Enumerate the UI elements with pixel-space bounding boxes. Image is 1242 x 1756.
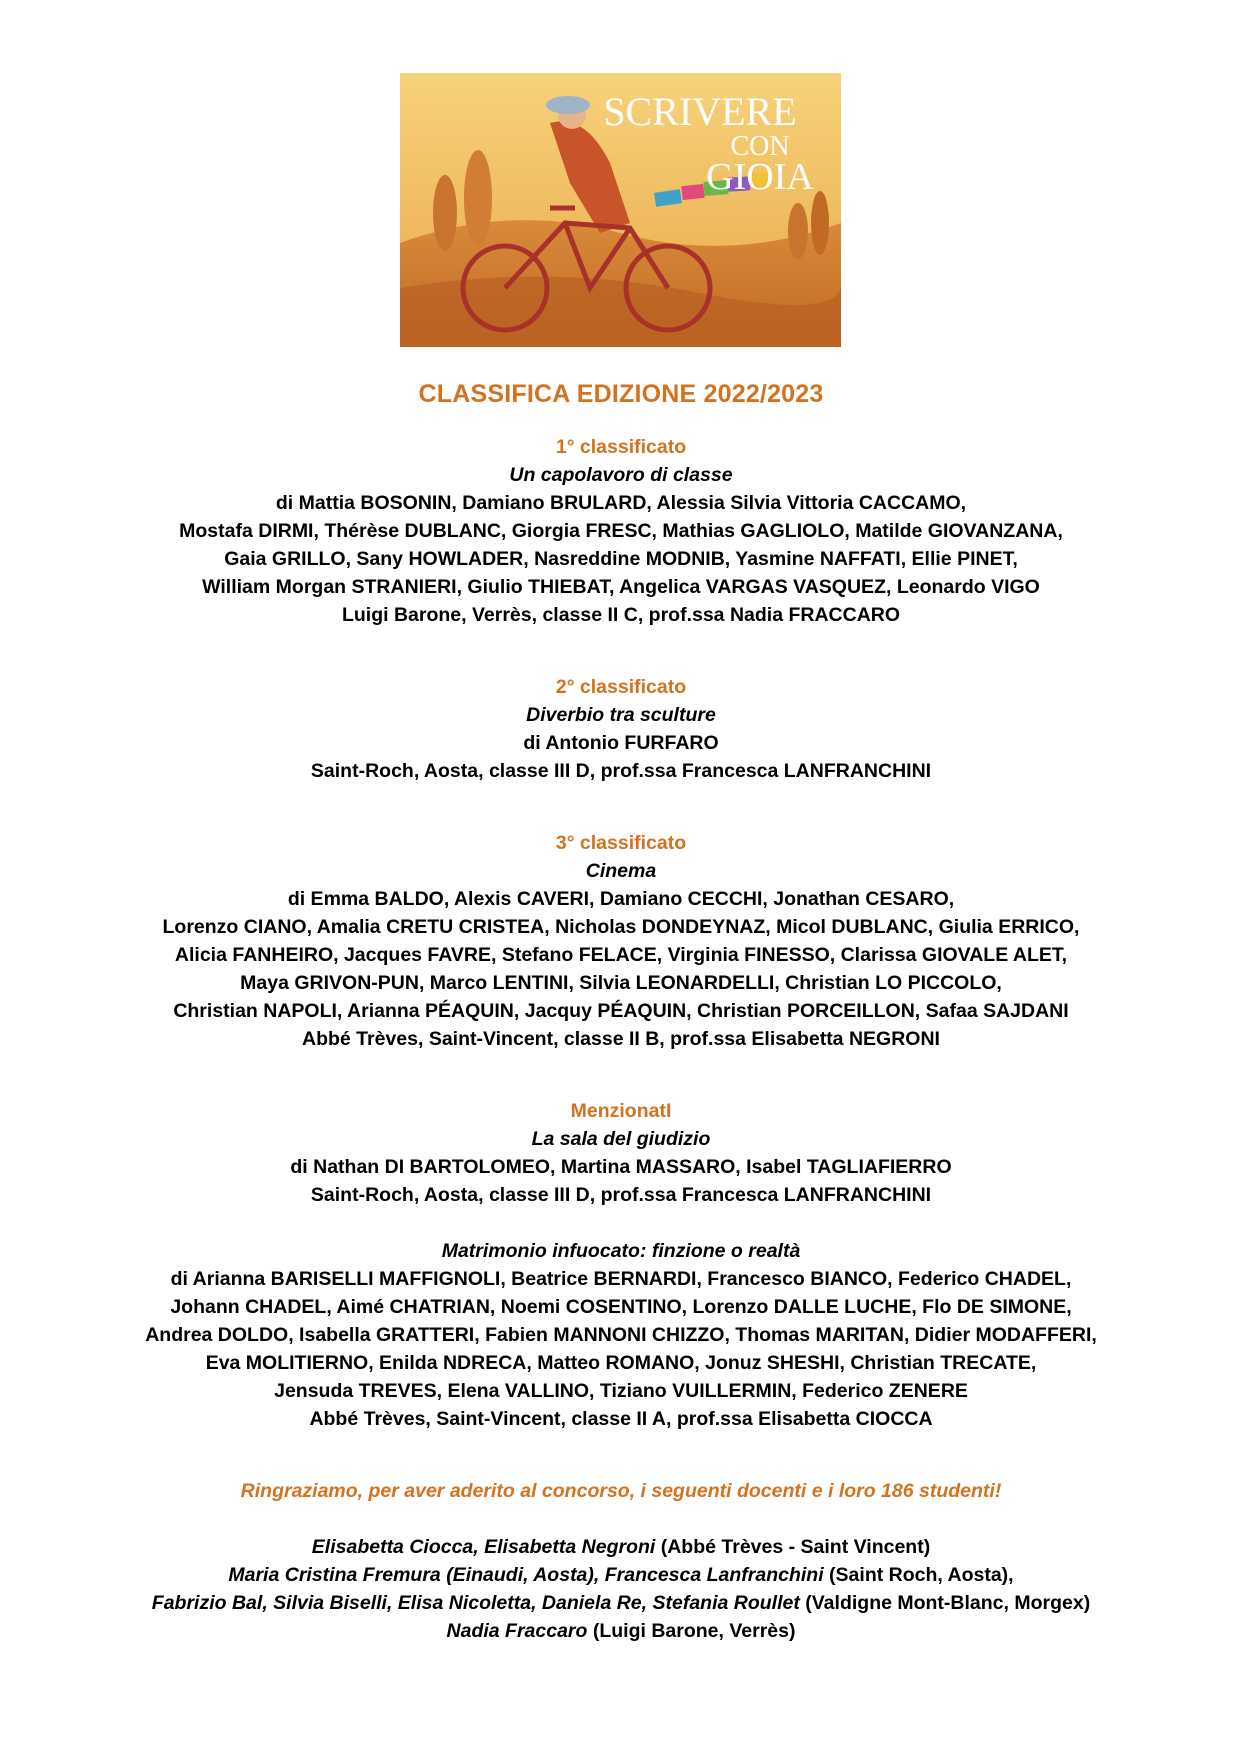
mentions-section <box>0 1097 1242 1433</box>
credit-line: Mostafa DIRMI, Thérèse DUBLANC, Giorgia FRESC, Mathias GAGLIOLO, Matilde GIOVANZANA, <box>179 520 1063 542</box>
teacher-school: (Saint Roch, Aosta), <box>823 1564 1014 1586</box>
scrivere-con-gioia-logo <box>400 73 841 347</box>
credit-line: Andrea DOLDO, Isabella GRATTERI, Fabien MANNONI CHIZZO, Thomas MARITAN, Didier MODAFFERI, <box>145 1324 1097 1346</box>
teacher-line <box>0 1561 1242 1589</box>
credit-line: William Morgan STRANIERI, Giulio THIEBAT, Angelica VARGAS VASQUEZ, Leonardo VIGO <box>202 576 1040 598</box>
credit-line: di Emma BALDO, Alexis CAVERI, Damiano CECCHI, Jonathan CESARO, <box>287 888 955 910</box>
rank-label: 2° classificato <box>555 676 687 698</box>
thanks-message: Ringraziamo, per aver aderito al concorso, i seguenti docenti e i loro 186 studenti! <box>240 1480 1002 1502</box>
school-line: Saint-Roch, Aosta, classe III D, prof.ssa Francesca LANFRANCHINI <box>310 1184 932 1206</box>
credit-line: Alicia FANHEIRO, Jacques FAVRE, Stefano FELACE, Virginia FINESSO, Clarissa GIOVALE ALET, <box>174 944 1068 966</box>
teacher-line <box>0 1617 1242 1645</box>
rank-label: 3° classificato <box>555 832 687 854</box>
teacher-school: (Valdigne Mont-Blanc, Morgex) <box>799 1592 1091 1614</box>
mentions-heading: MenzionatI <box>570 1100 672 1122</box>
credit-line: Maya GRIVON-PUN, Marco LENTINI, Silvia LEONARDELLI, Christian LO PICCOLO, <box>240 972 1002 994</box>
teacher-school: (Abbé Trèves - Saint Vincent) <box>655 1536 931 1558</box>
work-title: Cinema <box>585 860 657 882</box>
ranking-document <box>0 380 1242 1645</box>
ranking-first <box>0 433 1242 629</box>
teacher-names: Maria Cristina Fremura (Einaudi, Aosta), Francesca Lanfranchini <box>228 1564 824 1586</box>
ranking-third <box>0 829 1242 1053</box>
teacher-names: Nadia Fraccaro <box>446 1620 588 1642</box>
teacher-line <box>0 1589 1242 1617</box>
logo-title-line1: SCRIVERE <box>603 89 797 134</box>
page-title: CLASSIFICA EDIZIONE 2022/2023 <box>418 380 824 408</box>
teacher-names: Elisabetta Ciocca, Elisabetta Negroni <box>311 1536 656 1558</box>
credit-line: Gaia GRILLO, Sany HOWLADER, Nasreddine MODNIB, Yasmine NAFFATI, Ellie PINET, <box>224 548 1018 570</box>
school-line: Abbé Trèves, Saint-Vincent, classe II B, prof.ssa Elisabetta NEGRONI <box>302 1028 940 1050</box>
ranking-second <box>0 673 1242 785</box>
work-title: Diverbio tra sculture <box>526 704 716 726</box>
work-title: Matrimonio infuocato: finzione o realtà <box>441 1240 801 1262</box>
credit-line: Johann CHADEL, Aimé CHATRIAN, Noemi COSENTINO, Lorenzo DALLE LUCHE, Flo DE SIMONE, <box>170 1296 1072 1318</box>
teachers-list <box>0 1533 1242 1645</box>
teacher-line <box>0 1533 1242 1561</box>
school-line: Saint-Roch, Aosta, classe III D, prof.ssa Francesca LANFRANCHINI <box>310 760 932 782</box>
work-title: La sala del giudizio <box>531 1128 711 1150</box>
credit-line: di Antonio FURFARO <box>523 732 719 754</box>
rank-label: 1° classificato <box>555 436 687 458</box>
credit-line: di Arianna BARISELLI MAFFIGNOLI, Beatrice BERNARDI, Francesco BIANCO, Federico CHADEL, <box>170 1268 1072 1290</box>
credit-line: Lorenzo CIANO, Amalia CRETU CRISTEA, Nicholas DONDEYNAZ, Micol DUBLANC, Giulia ERRICO, <box>162 916 1080 938</box>
school-line: Luigi Barone, Verrès, classe II C, prof.ssa Nadia FRACCARO <box>341 604 901 626</box>
credit-line: di Nathan DI BARTOLOMEO, Martina MASSARO, Isabel TAGLIAFIERRO <box>290 1156 952 1178</box>
credit-line: Eva MOLITIERNO, Enilda NDRECA, Matteo ROMANO, Jonuz SHESHI, Christian TRECATE, <box>205 1352 1037 1374</box>
logo-title-line3: GIOIA <box>706 156 814 198</box>
school-line: Abbé Trèves, Saint-Vincent, classe II A, prof.ssa Elisabetta CIOCCA <box>309 1408 933 1430</box>
teacher-names: Fabrizio Bal, Silvia Biselli, Elisa Nicoletta, Daniela Re, Stefania Roullet <box>151 1592 800 1614</box>
teacher-school: (Luigi Barone, Verrès) <box>587 1620 796 1642</box>
credit-line: Jensuda TREVES, Elena VALLINO, Tiziano VUILLERMIN, Federico ZENERE <box>274 1380 968 1402</box>
logo-title-line2: CON <box>730 131 790 162</box>
credit-line: di Mattia BOSONIN, Damiano BRULARD, Alessia Silvia Vittoria CACCAMO, <box>275 492 967 514</box>
work-title: Un capolavoro di classe <box>509 464 733 486</box>
credit-line: Christian NAPOLI, Arianna PÉAQUIN, Jacquy PÉAQUIN, Christian PORCEILLON, Safaa SAJDANI <box>173 1000 1069 1022</box>
